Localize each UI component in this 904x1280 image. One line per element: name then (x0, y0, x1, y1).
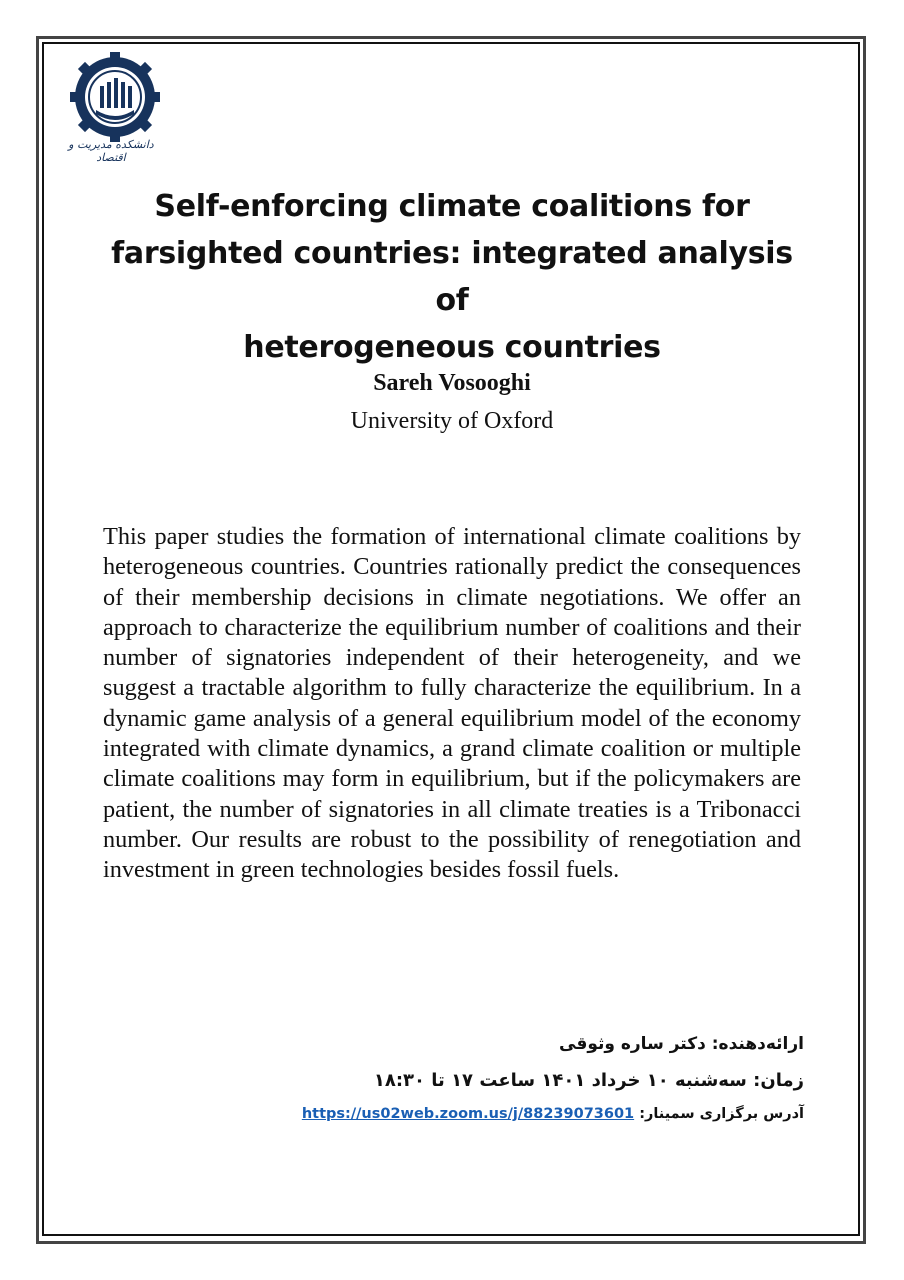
title-line-2: farsighted countries: integrated analysis of (111, 236, 793, 318)
speaker-affiliation: University of Oxford (350, 408, 554, 434)
presenter-line (559, 1034, 804, 1054)
poster-title (90, 183, 814, 371)
title-line-3: heterogeneous countries (243, 330, 661, 365)
address-line (302, 1106, 804, 1122)
time-label: زمان: (753, 1070, 804, 1091)
title-line-1: Self-enforcing climate coalitions for (154, 189, 750, 224)
address-label: آدرس برگزاری سمینار: (639, 1106, 804, 1122)
time-line (374, 1070, 804, 1091)
zoom-link[interactable]: https://us02web.zoom.us/j/88239073601 (301, 1106, 635, 1122)
time-value: سه‌شنبه ۱۰ خرداد ۱۴۰۱ ساعت ۱۷ تا ۱۸:۳۰ (373, 1070, 747, 1091)
faculty-caption: دانشکده مدیریت و اقتصاد (68, 138, 154, 164)
speaker-name: Sareh Vosooghi (373, 370, 531, 396)
abstract-text: This paper studies the formation of international climate coalitions by heterogeneous countries. Countries rationally predict the consequences of their membership decisions in climate negotiations. We offer an approach to characterize the equilibrium number of coalitions and their number of signatories independent of their heterogeneity, and we suggest a tractable algorithm to fully characterize the equilibrium. In a dynamic game analysis of a general equilibrium model of the economy integrated with climate dynamics, a grand climate coalition or multiple climate coalitions may form in equilibrium, but if the policymakers are patient, the number of signatories in all climate treaties is a Tribonacci number. Our results are robust to the possibility of renegotiation and investment in green technologies besides fossil fuels. (103, 523, 801, 884)
presenter-label: ارائه‌دهنده: (711, 1034, 804, 1054)
presenter-value: دکتر ساره وثوقی (559, 1034, 706, 1054)
